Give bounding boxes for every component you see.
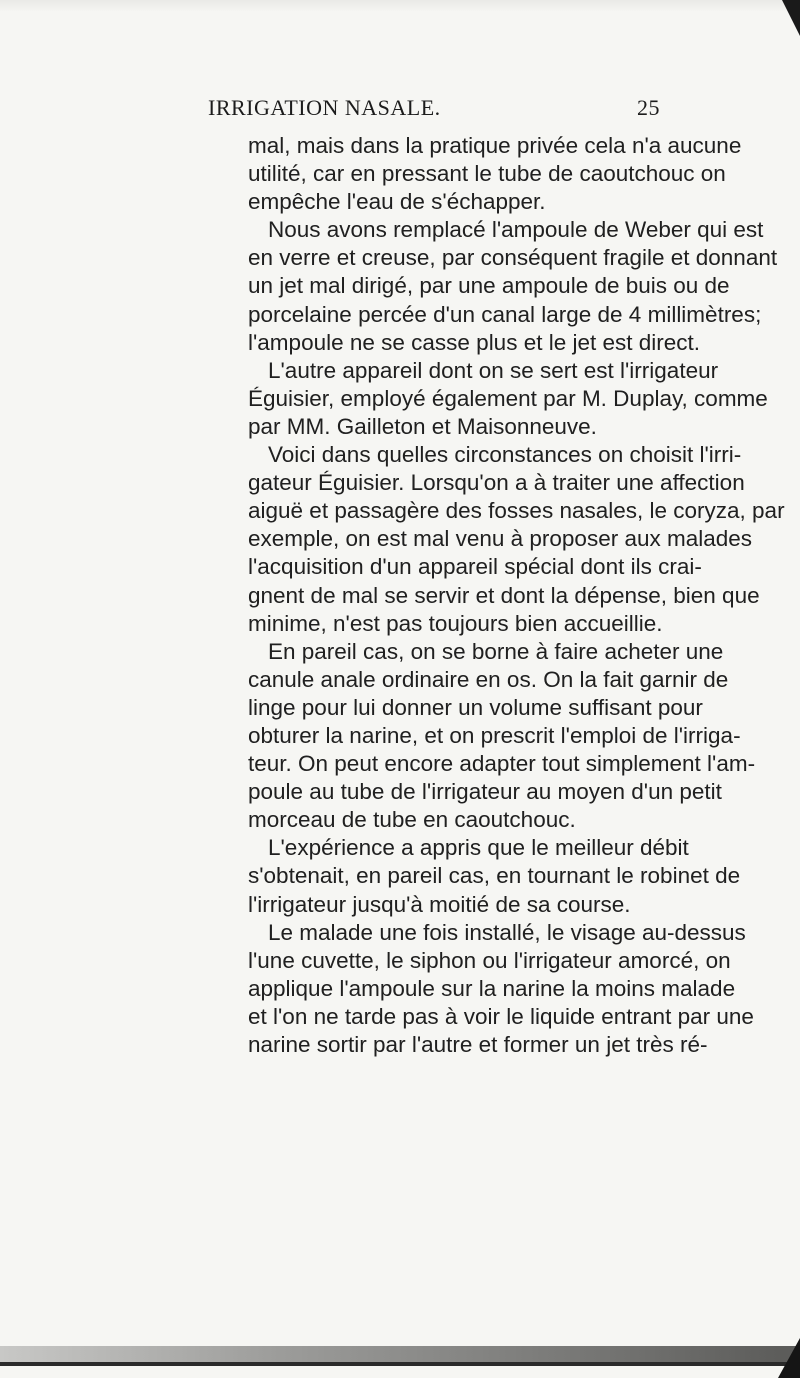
page-corner-fold-top [782,0,800,36]
text-line: minime, n'est pas toujours bien accueillie. [248,610,663,636]
text-line: l'une cuvette, le siphon ou l'irrigateur amorcé, on [248,947,731,973]
text-line: par MM. Gailleton et Maisonneuve. [248,413,597,439]
text-line: et l'on ne tarde pas à voir le liquide entrant par une [248,1003,754,1029]
text-line: En pareil cas, on se borne à faire acheter une [268,638,724,664]
text-line: Nous avons remplacé l'ampoule de Weber qui est [268,217,764,243]
text-line: gateur Éguisier. Lorsqu'on a à traiter une affection [248,470,745,496]
text-line: canule anale ordinaire en os. On la fait garnir de [248,666,729,692]
text-line: l'irrigateur jusqu'à moitié de sa course. [248,891,631,917]
text-line: poule au tube de l'irrigateur au moyen d'un petit [248,779,722,805]
text-line: un jet mal dirigé, par une ampoule de buis ou de [248,273,730,299]
text-line: L'autre appareil dont on se sert est l'irrigateur [268,357,719,383]
page-number: 25 [637,95,660,120]
text-line: l'ampoule ne se casse plus et le jet est direct. [248,329,701,355]
running-title: IRRIGATION NASALE. [208,95,441,120]
body-text [248,132,785,1059]
page-edge-shadow [0,1346,800,1362]
text-line: narine sortir par l'autre et former un jet très ré- [248,1032,708,1057]
text-line: l'acquisition d'un appareil spécial dont ils crai- [248,554,702,580]
text-line: Éguisier, employé également par M. Duplay, comme [248,385,768,411]
text-line: morceau de tube en caoutchouc. [248,807,576,833]
text-line: aiguë et passagère des fosses nasales, le coryza, par [248,498,785,524]
text-line: Le malade une fois installé, le visage au-dessus [268,919,746,945]
text-line: obturer la narine, et on prescrit l'emploi de l'irriga- [248,722,741,748]
text-line: L'expérience a appris que le meilleur débit [268,835,689,861]
text-line: porcelaine percée d'un canal large de 4 millimètres; [248,301,762,327]
text-line: s'obtenait, en pareil cas, en tournant le robinet de [248,863,741,889]
text-line: exemple, on est mal venu à proposer aux malades [248,526,753,552]
text-line: mal, mais dans la pratique privée cela n'a aucune [248,133,742,158]
text-line: Voici dans quelles circonstances on choisit l'irri- [268,442,742,468]
text-line: teur. On peut encore adapter tout simplement l'am- [248,751,756,777]
page-corner-fold-bottom [778,1338,800,1378]
text-line: applique l'ampoule sur la narine la moins malade [248,975,736,1001]
page-top-edge [0,0,800,12]
page-edge-line [0,1362,800,1366]
text-line: gnent de mal se servir et dont la dépense, bien que [248,582,760,608]
text-line: en verre et creuse, par conséquent fragile et donnant [248,245,778,271]
page-header [208,95,660,127]
text-line: utilité, car en pressant le tube de caoutchouc on [248,161,726,187]
page-bottom-edge [0,1318,800,1378]
text-line: linge pour lui donner un volume suffisant pour [248,694,703,720]
text-line: empêche l'eau de s'échapper. [248,189,546,215]
